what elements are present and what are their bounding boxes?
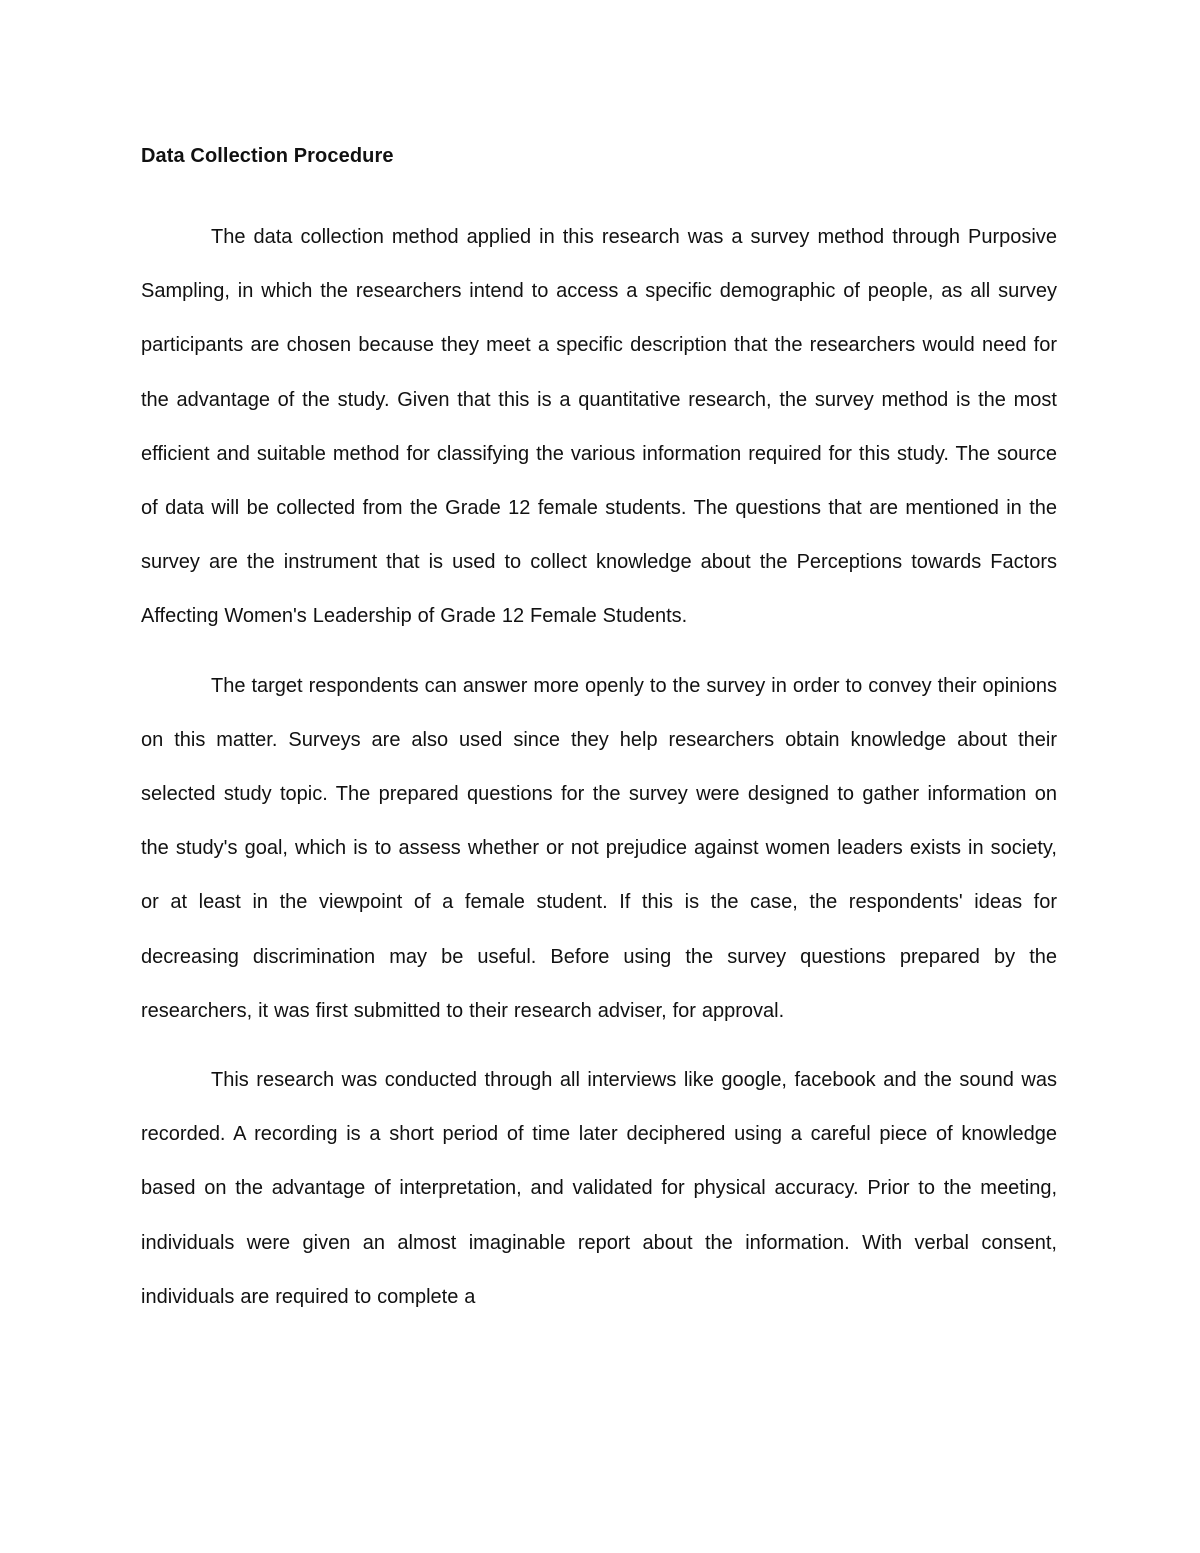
paragraph-interviews: This research was conducted through all interviews like google, facebook and the sound was recorded. A recording is a short period of time later deciphered using a careful piece of knowledge based on the advantage of interpretation, and validated for physical accuracy. Prior to the meeting, individuals were given an almost imaginable report about the information. With verbal consent, individuals are required to complete a <box>141 1069 1057 1308</box>
paragraph-data-collection-method: The data collection method applied in this research was a survey method through Purposive Sampling, in which the researchers intend to access a specific demographic of people, as all survey participants are chosen because they meet a specific description that the researchers would need for the advantage of the study. Given that this is a quantitative research, the survey method is the most efficient and suitable method for classifying the various information required for this study. The source of data will be collected from the Grade 12 female students. The questions that are mentioned in the survey are the instrument that is used to collect knowledge about the Perceptions towards Factors Affecting Women's Leadership of Grade 12 Female Students. <box>141 226 1057 628</box>
document-page <box>141 140 1057 1324</box>
paragraph-target-respondents: The target respondents can answer more openly to the survey in order to convey their opinions on this matter. Surveys are also used since they help researchers obtain knowledge about their selected study topic. The prepared questions for the survey were designed to gather information on the study's goal, which is to assess whether or not prejudice against women leaders exists in society, or at least in the viewpoint of a female student. If this is the case, the respondents' ideas for decreasing discrimination may be useful. Before using the survey questions prepared by the researchers, it was first submitted to their research adviser, for approval. <box>141 674 1057 1022</box>
section-heading: Data Collection Procedure <box>141 145 394 167</box>
